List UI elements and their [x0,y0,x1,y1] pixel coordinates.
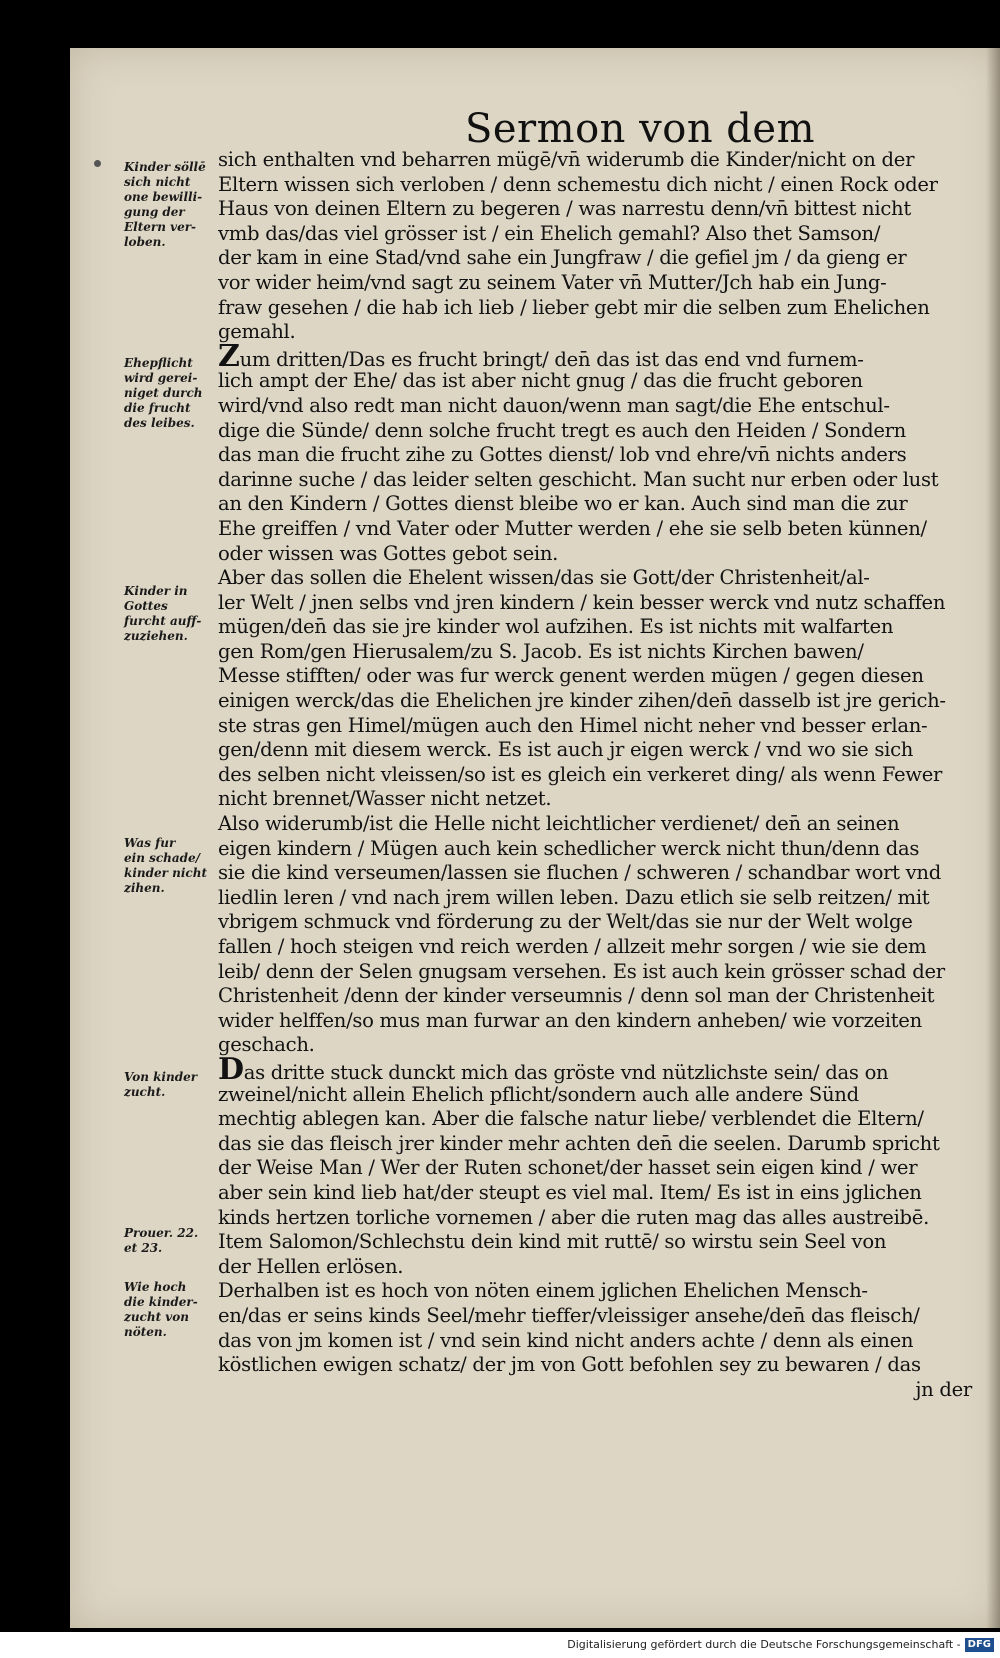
text-line: Das dritte stuck dunckt mich das gröste vnd nützlichste sein/ das on [218,1051,889,1087]
drop-cap: D [218,1051,244,1087]
text-line: köstlichen ewigen schatz/ der jm von Gott befohlen sey zu bewaren / das [218,1353,921,1377]
text-line: darinne suche / das leider selten geschicht. Man sucht nur erben oder lust [218,467,939,491]
margin-note: Von kinder zucht. [124,1070,198,1099]
text-line: geschach. [218,1033,315,1057]
dfg-logo: DFG [965,1638,994,1652]
text-line: ler Welt / jnen selbs vnd jren kindern / kein besser werck vnd nutz schaffen [218,590,946,614]
text-line: wider helffen/so mus man furwar an den kindern anheben/ wie vorzeiten [218,1008,922,1032]
text-line: liedlin leren / vnd nach jrem willen leben. Dazu etlich sie selb reitzen/ mit [218,885,930,909]
body-text [218,148,978,1402]
text-line: aber sein kind lieb hat/der steupt es viel mal. Item/ Es ist in eins jglichen [218,1180,922,1204]
text-line: mügen/den̄ das sie jre kinder wol aufzihen. Es ist nichts mit walfarten [218,615,894,639]
text-line: wird/vnd also redt man nicht dauon/wenn man sagt/die Ehe entschul- [218,393,890,417]
text-line: fallen / hoch steigen vnd reich werden / allzeit mehr sorgen / wie sie dem [218,935,927,958]
margin-note: Was fur ein schade/ kinder nicht zihen. [124,836,207,895]
page-heading: Sermon von dem [464,106,816,152]
text-line: der Hellen erlösen. [218,1254,404,1278]
text-line: Messe stifften/ oder was fur werck genent werden mügen / gegen diesen [218,664,924,688]
funding-credit: Digitalisierung gefördert durch die Deutsche Forschungsgemeinschaft - [567,1638,961,1651]
text-line: gemahl. [218,320,296,344]
text-line: jn der [915,1377,972,1401]
text-line: gen/denn mit diesem werck. Es ist auch jr eigen werck / vnd wo sie sich [218,738,914,762]
text-line: einigen werck/das die Ehelichen jre kinder zihen/den̄ dasselb ist jre gerich- [218,689,946,713]
text-line: fraw gesehen / die hab ich lieb / lieber gebt mir die selben zum Ehelichen [218,295,930,319]
text-line: vmb das/das viel grösser ist / ein Ehelich gemahl? Also thet Samson/ [218,221,881,245]
text-line: Zum dritten/Das es frucht bringt/ den̄ das ist das end vnd furnem- [218,338,864,374]
text-line: leib/ denn der Selen gnugsam versehen. Es ist auch kein grösser schad der [218,959,945,983]
text-line: kinds hertzen torliche vornemen / aber die ruten mag das alles austreibē. [218,1205,930,1229]
text-line: der Weise Man / Wer der Ruten schonet/der hasset sein eigen kind / wer [218,1156,918,1180]
text-line: Derhalben ist es hoch von nöten einem jglichen Ehelichen Mensch- [218,1279,868,1303]
text-line: ste stras gen Himel/mügen auch den Himel nicht neher vnd besser erlan- [218,713,928,737]
footer-bar [0,1632,1000,1658]
margin-note: Prouer. 22. et 23. [124,1226,199,1255]
text-line: an den Kindern / Gottes dienst bleibe wo er kan. Auch sind man die zur [218,492,908,516]
text-line: dige die Sünde/ denn solche frucht tregt es auch den Heiden / Sondern [218,418,907,442]
text-line: oder wissen was Gottes gebot sein. [218,541,559,565]
text-line: sich enthalten vnd beharren mügē/vn̄ widerumb die Kinder/nicht on der [218,148,915,171]
text-line: en/das er seins kinds Seel/mehr tieffer/vleissiger ansehe/den̄ das fleisch/ [218,1303,920,1327]
margin-note: Wie hoch die kinder- zucht von nöten. [124,1280,198,1339]
text-line: das sie das fleisch jrer kinder mehr achten den̄ die seelen. Darumb spricht [218,1131,940,1155]
text-line: lich ampt der Ehe/ das ist aber nicht gnug / das die frucht geboren [218,369,863,393]
book-page [70,48,1000,1628]
text-line: Item Salomon/Schlechstu dein kind mit ruttē/ so wirstu sein Seel von [218,1230,887,1254]
drop-cap: Z [218,338,240,374]
text-line: zweinel/nicht allein Ehelich pflicht/sondern auch alle andere Sünd [218,1082,859,1106]
margin-note: Kinder söllē sich nicht one bewilli- gung der Eltern ver- loben. [124,160,206,249]
text-line: Ehe greiffen / vnd Vater oder Mutter werden / ehe sie selb beten künnen/ [218,516,927,540]
text-line: der kam in eine Stad/vnd sahe ein Jungfraw / die gefiel jm / da gieng er [218,246,907,270]
text-line: Also widerumb/ist die Helle nicht leichtlicher verdienet/ den̄ an seinen [218,812,900,836]
text-line: nicht brennet/Wasser nicht netzet. [218,787,552,811]
text-line: Eltern wissen sich verloben / denn schemestu dich nicht / einen Rock oder [218,172,938,196]
text-line: das von jm komen ist / vnd sein kind nicht anders achte / denn als einen [218,1328,914,1352]
text-line: sie die kind verseumen/lassen sie fluchen / schweren / schandbar wort vnd [218,861,941,885]
margin-note: Ehepflicht wird gerei- niget durch die frucht des leibes. [124,356,203,430]
ink-dot-mark [94,160,101,167]
text-line: Haus von deinen Eltern zu begeren / was narrestu denn/vn̄ bittest nicht [218,197,911,221]
text-line: vor wider heim/vnd sagt zu seinem Vater vn̄ Mutter/Jch hab ein Jung- [218,270,887,294]
margin-note: Kinder in Gottes furcht auff- zuziehen. [124,584,202,643]
text-line: mechtig ablegen kan. Aber die falsche natur liebe/ verblendet die Eltern/ [218,1107,924,1131]
text-line: Christenheit /denn der kinder verseumnis / denn sol man der Christenheit [218,984,935,1008]
text-line: das man die frucht zihe zu Gottes dienst/ lob vnd ehre/vn̄ nichts anders [218,443,907,467]
text-line: des selben nicht vleissen/so ist es gleich ein verkeret ding/ als wenn Fewer [218,762,943,786]
text-line: Aber das sollen die Ehelent wissen/das sie Gott/der Christenheit/al- [218,566,870,590]
text-line: vbrigem schmuck vnd förderung zu der Welt/das sie nur der Welt wolge [218,910,913,934]
text-line: eigen kindern / Mügen auch kein schedlicher werck nicht thun/denn das [218,836,920,860]
text-line: gen Rom/gen Hierusalem/zu S. Jacob. Es ist nichts Kirchen bawen/ [218,639,864,663]
